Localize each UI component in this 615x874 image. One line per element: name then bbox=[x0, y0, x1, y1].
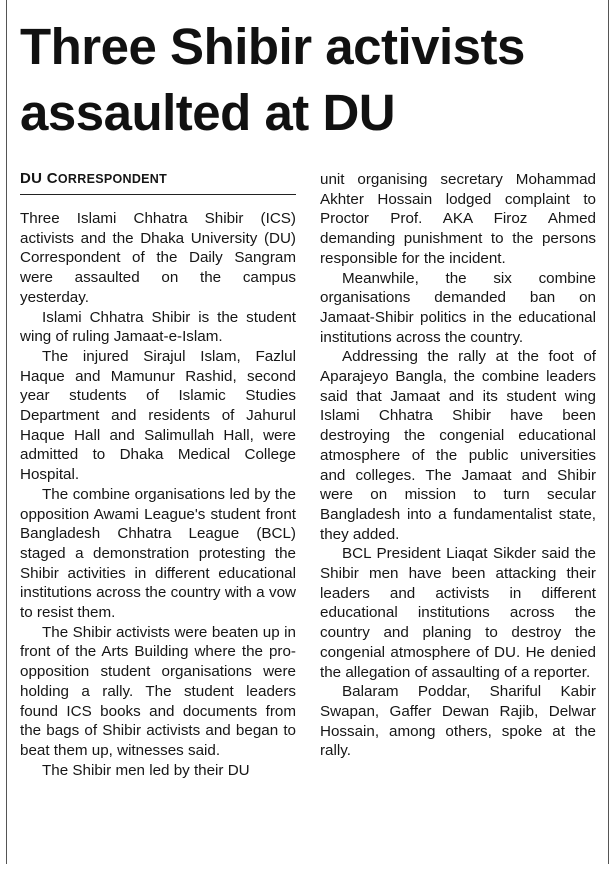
paragraph: The combine organisations led by the opposition Awami League's student front Bangladesh Chhatra League (BCL) staged a demonstration protesting the Shibir activities in different educational institutions across the country with a vow to resist them. bbox=[20, 485, 296, 622]
byline-rest: ORRESPONDENT bbox=[57, 172, 168, 186]
paragraph: Addressing the rally at the foot of Aparajeyo Bangla, the combine leaders said that Jamaat and its student wing Islami Chhatra Shibir have been destroying the congenial educational atmosphere of the public universities and colleges. The Jamaat and Shibir were on mission to turn secular Bangladesh into a fundamentalist state, they added. bbox=[320, 348, 596, 543]
paragraph: The Shibir activists were beaten up in front of the Arts Building where the pro-opposition student organisations were holding a rally. The student leaders found ICS books and documents from the bags of Shibir activists and began to beat them up, witnesses said. bbox=[20, 623, 296, 759]
headline: Three Shibir activists assaulted at DU bbox=[20, 18, 525, 141]
paragraph: The injured Sirajul Islam, Fazlul Haque and Mamunur Rashid, second year students of Islamic Studies Department and residents of Jahurul Haque Hall and Salimullah Hall, were admitted to Dhaka Medical College Hospital. bbox=[20, 347, 296, 484]
byline-initial-u: U bbox=[31, 170, 43, 187]
paragraph: Meanwhile, the six combine organisations demanded ban on Jamaat-Shibir politics in the educational institutions across the country. bbox=[320, 269, 596, 346]
article-column-right bbox=[320, 170, 596, 761]
paragraph-continued: unit organising secretary Mohammad Akhter Hossain lodged complaint to Proctor Prof. AKA Firoz Ahmed demanding punishment to the persons responsible for the incident. bbox=[320, 171, 596, 267]
article-column-left bbox=[20, 168, 296, 780]
paragraph: Three Islami Chhatra Shibir (ICS) activists and the Dhaka University (DU) Correspondent of the Daily Sangram were assaulted on the campus yesterday. bbox=[20, 210, 296, 306]
paragraph: The Shibir men led by their DU bbox=[42, 761, 250, 779]
left-column-rule bbox=[6, 0, 7, 864]
byline-cap: C bbox=[46, 170, 58, 187]
paragraph: Balaram Poddar, Shariful Kabir Swapan, Gaffer Dewan Rajib, Delwar Hossain, among others, spoke at the rally. bbox=[320, 683, 596, 760]
byline-initial-d: D bbox=[20, 170, 32, 187]
paragraph: BCL President Liaqat Sikder said the Shibir men have been attacking their leaders and activists in different educational institutions across the country and planing to destroy the congenial atmosphere of DU. He denied the allegation of assaulting of a reporter. bbox=[320, 545, 596, 681]
byline bbox=[20, 168, 296, 195]
paragraph: Islami Chhatra Shibir is the student wing of ruling Jamaat-e-Islam. bbox=[20, 308, 296, 346]
